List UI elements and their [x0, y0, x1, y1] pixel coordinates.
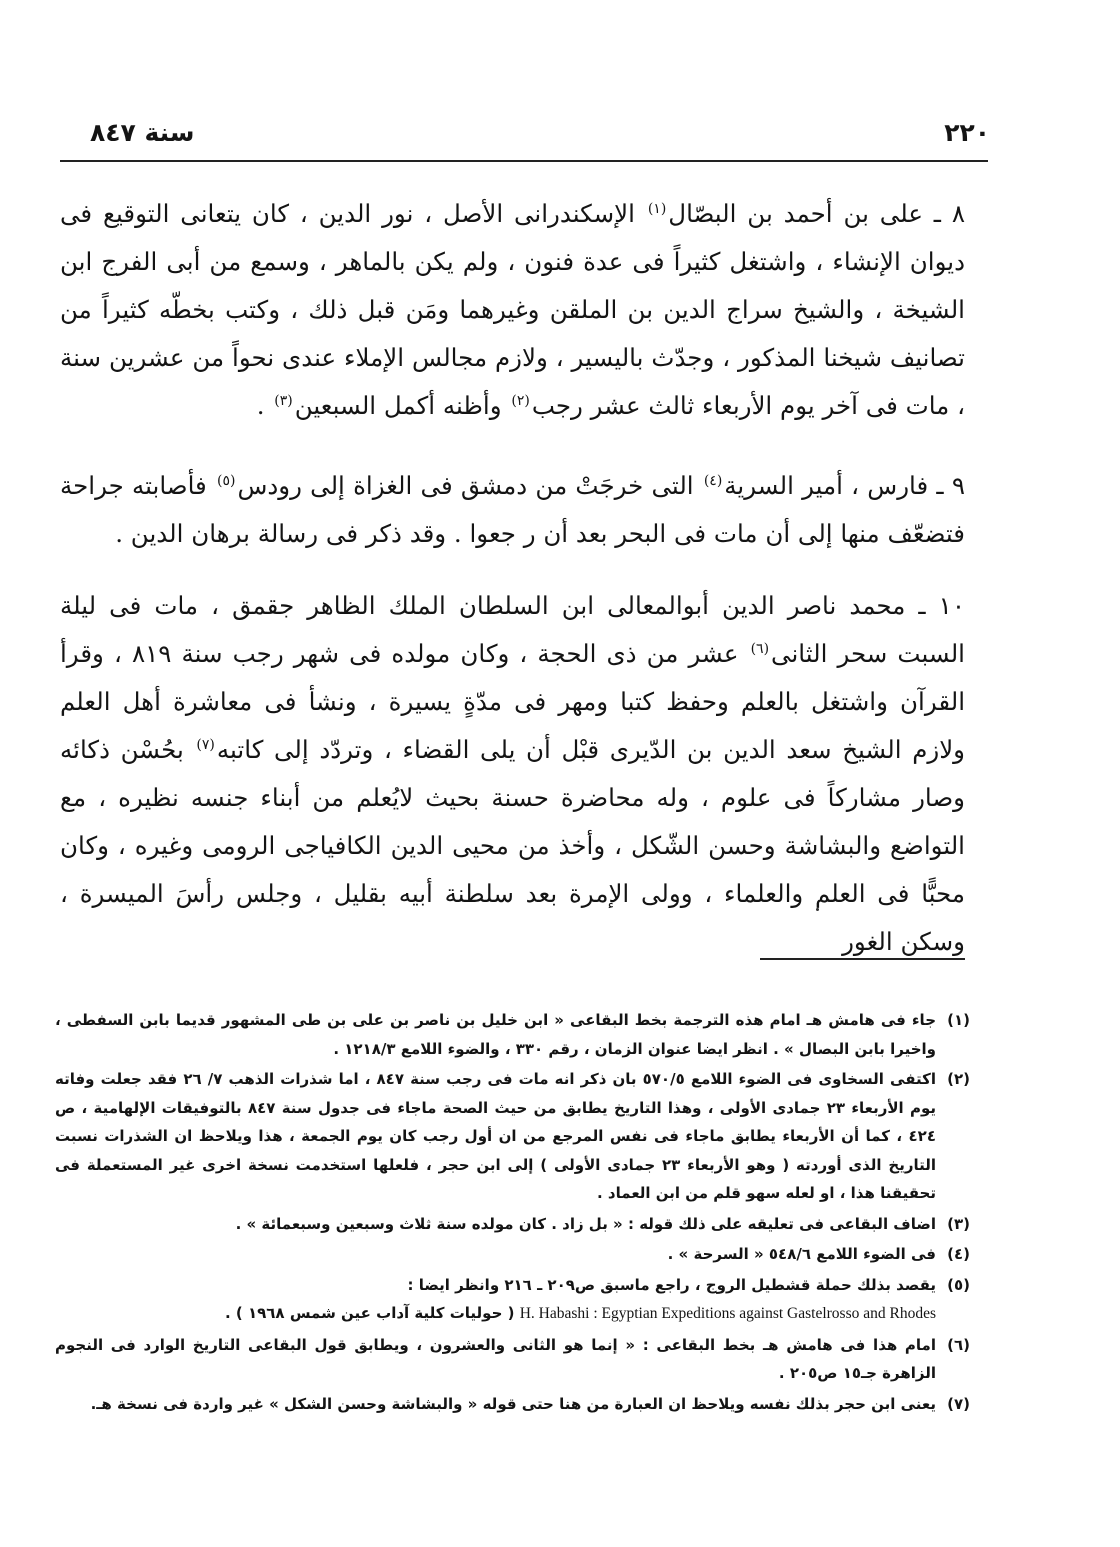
footnote-text: جاء فى هامش هـ امام هذه الترجمة بخط البقاعى « ابن خليل بن ناصر بن على بن طى المشهور قديما بابن السفطى ، واخيرا بابن البصال » . انظر ايضا عنوان الزمان ، رقم ٣٣٠ ، والضوء اللامع ١٢١٨/٣ . — [55, 1011, 936, 1058]
print-speck — [816, 908, 819, 911]
footnote-text: فى الضوء اللامع ٥٤٨/٦ « السرحة » . — [667, 1245, 936, 1263]
biography-entry-10 — [60, 582, 965, 966]
footnote-text: امام هذا فى هامش هـ بخط البقاعى : « إنما هو الثانى والعشرون ، ويطابق قول البقاعى التاريخ الوارد فى النجوم الزاهرة جـ١٥ ص٢٠٥ . — [55, 1335, 936, 1382]
footnote-4 — [55, 1240, 970, 1269]
footnote-2 — [55, 1065, 970, 1208]
entry-paragraph: ١٠ ـ محمد ناصر الدين أبوالمعالى ابن السلطان الملك الظاهر جقمق ، مات فى ليلة السبت سحر الثانى$^{(٦)}$ عشر من ذى الحجة ، وكان مولده فى شهر رجب سنة ٨١٩ ، وقرأ القرآن واشتغل بالعلم وحفظ كتبا ومهر فى مدّةٍ يسيرة ، ونشأ فى معاشرة أهل العلم ولازم الشيخ سعد الدين بن الدّيرى قبْل أن يلى القضاء ، وتردّد إلى كاتبه$^{(٧)}$ بحُسْن ذكائه وصار مشاركاً فى علوم ، وله محاضرة حسنة بحيث لايُعلم من أبناء جنسه نظيره ، مع التواضع والبشاشة وحسن الشّكل ، وأخذ من محيى الدين الكافياجى الرومى وغيره ، وكان محبًّا فى العلم والعلماء ، وولى الإمرة بعد سلطنة أبيه بقليل ، وجلس رأسَ الميسرة ، وسكن الغور — [60, 591, 966, 956]
footnote-1 — [55, 1006, 970, 1063]
footnote-3 — [55, 1210, 970, 1239]
footnote-number: (١) — [947, 1011, 970, 1029]
footnote-number: (٤) — [947, 1245, 970, 1263]
footnote-text: اكتفى السخاوى فى الضوء اللامع ٥٧٠/٥ بان ذكر انه مات فى رجب سنة ٨٤٧ ، اما شذرات الذهب ٧/ ٢٦ فقد جعلت وفاته يوم الأربعاء ٢٣ جمادى الأولى ، وهذا التاريخ يطابق من حيث الصحة ماجاء فى جدول سنة ٨٤٧ بالتوفيقات الإلهامية ، ص ٤٢٤ ، كما أن الأربعاء يطابق ماجاء فى نفس المرجع من ان أول رجب كان يوم الجمعة ، هذا ويلاحظ ان الشذرات نسبت التاريخ الذى أوردته ( وهو الأربعاء ٢٣ جمادى الأولى ) إلى ابن حجر ، فلعلها استخدمت نسخة اخرى غير المستعملة فى تحقيقنا هذا ، او لعله سهو قلم من ابن العماد . — [55, 1070, 937, 1202]
footnotes-section — [55, 1006, 970, 1420]
header-divider — [60, 160, 988, 162]
footnote-ref-2: (٢) — [511, 392, 530, 409]
footnote-text: يعنى ابن حجر بذلك نفسه ويلاحظ ان العبارة من هنا حتى قوله « والبشاشة وحسن الشكل » غير واردة فى نسخة هـ. — [90, 1394, 936, 1413]
footnote-number: (٣) — [947, 1214, 970, 1233]
footnote-number: (٧) — [947, 1394, 970, 1413]
footnote-7 — [55, 1390, 970, 1419]
footnote-6 — [55, 1331, 970, 1388]
footnote-text: يقصد بذلك حملة قشطيل الروج ، راجع ماسبق ص٢٠٩ ـ ٢١٦ وانظر ايضا : — [407, 1275, 936, 1294]
footnote-ref-5: (٥) — [216, 472, 236, 489]
footnote-5 — [55, 1271, 970, 1329]
entry-paragraph: ٩ ـ فارس ، أمير السرية$^{(٤)}$ التى خرجَتْ من دمشق فى الغزاة إلى رودس$^{(٥)}$ فأصابته جراحة فتضعّف منها إلى أن مات فى البحر بعد أن ر جعوا . وقد ذكر فى رسالة برهان الدين . — [60, 471, 965, 548]
footnote-ref-7: (٧) — [196, 736, 215, 753]
footnote-latin-citation: H. Habashi : Egyptian Expeditions against Gastelrosso and Rhodes — [519, 1305, 936, 1322]
footnote-number: (٦) — [947, 1335, 970, 1354]
footnote-ref-3: (٣) — [274, 392, 293, 409]
footnote-number: (٥) — [947, 1275, 970, 1294]
footnote-number: (٢) — [947, 1070, 970, 1088]
biography-entry-8 — [60, 190, 965, 430]
footnote-text: اضاف البقاعى فى تعليقه على ذلك قوله : « بل زاد . كان مولده سنة ثلاث وسبعين وسبعمائة » . — [235, 1214, 936, 1233]
page-number: ٢٢٠ — [944, 118, 990, 147]
footnote-ref-6: (٦) — [750, 640, 770, 657]
footnote-ref-1: (١) — [647, 200, 667, 217]
page-header — [70, 118, 990, 162]
entry-paragraph: ٨ ـ على بن أحمد بن البصّال$^{(١)}$ الإسكندرانى الأصل ، نور الدين ، كان يتعانى التوقيع فى ديوان الإنشاء ، واشتغل كثيراً فى عدة فنون ، ولم يكن بالماهر ، وسمع من أبى الفرج ابن الشيخة ، والشيخ سراج الدين بن الملقن وغيرهما ومَن قبل ذلك ، وكتب بخطّه كثيراً من تصانيف شيخنا المذكور ، وجدّث باليسير ، ولازم مجالس الإملاء عندى نحواً من عشرين سنة ، مات فى آخر يوم الأربعاء ثالث عشر رجب$^{(٢)}$ وأظنه أكمل السبعين$^{(٣)}$ . — [60, 199, 965, 420]
footnote-divider — [760, 958, 965, 960]
running-title: سنة ٨٤٧ — [90, 118, 195, 147]
footnote-text-after: ( حوليات كلية آداب عين شمس ١٩٦٨ ) . — [224, 1304, 515, 1322]
biography-entry-9 — [60, 462, 965, 558]
footnote-ref-4: (٤) — [703, 472, 723, 489]
